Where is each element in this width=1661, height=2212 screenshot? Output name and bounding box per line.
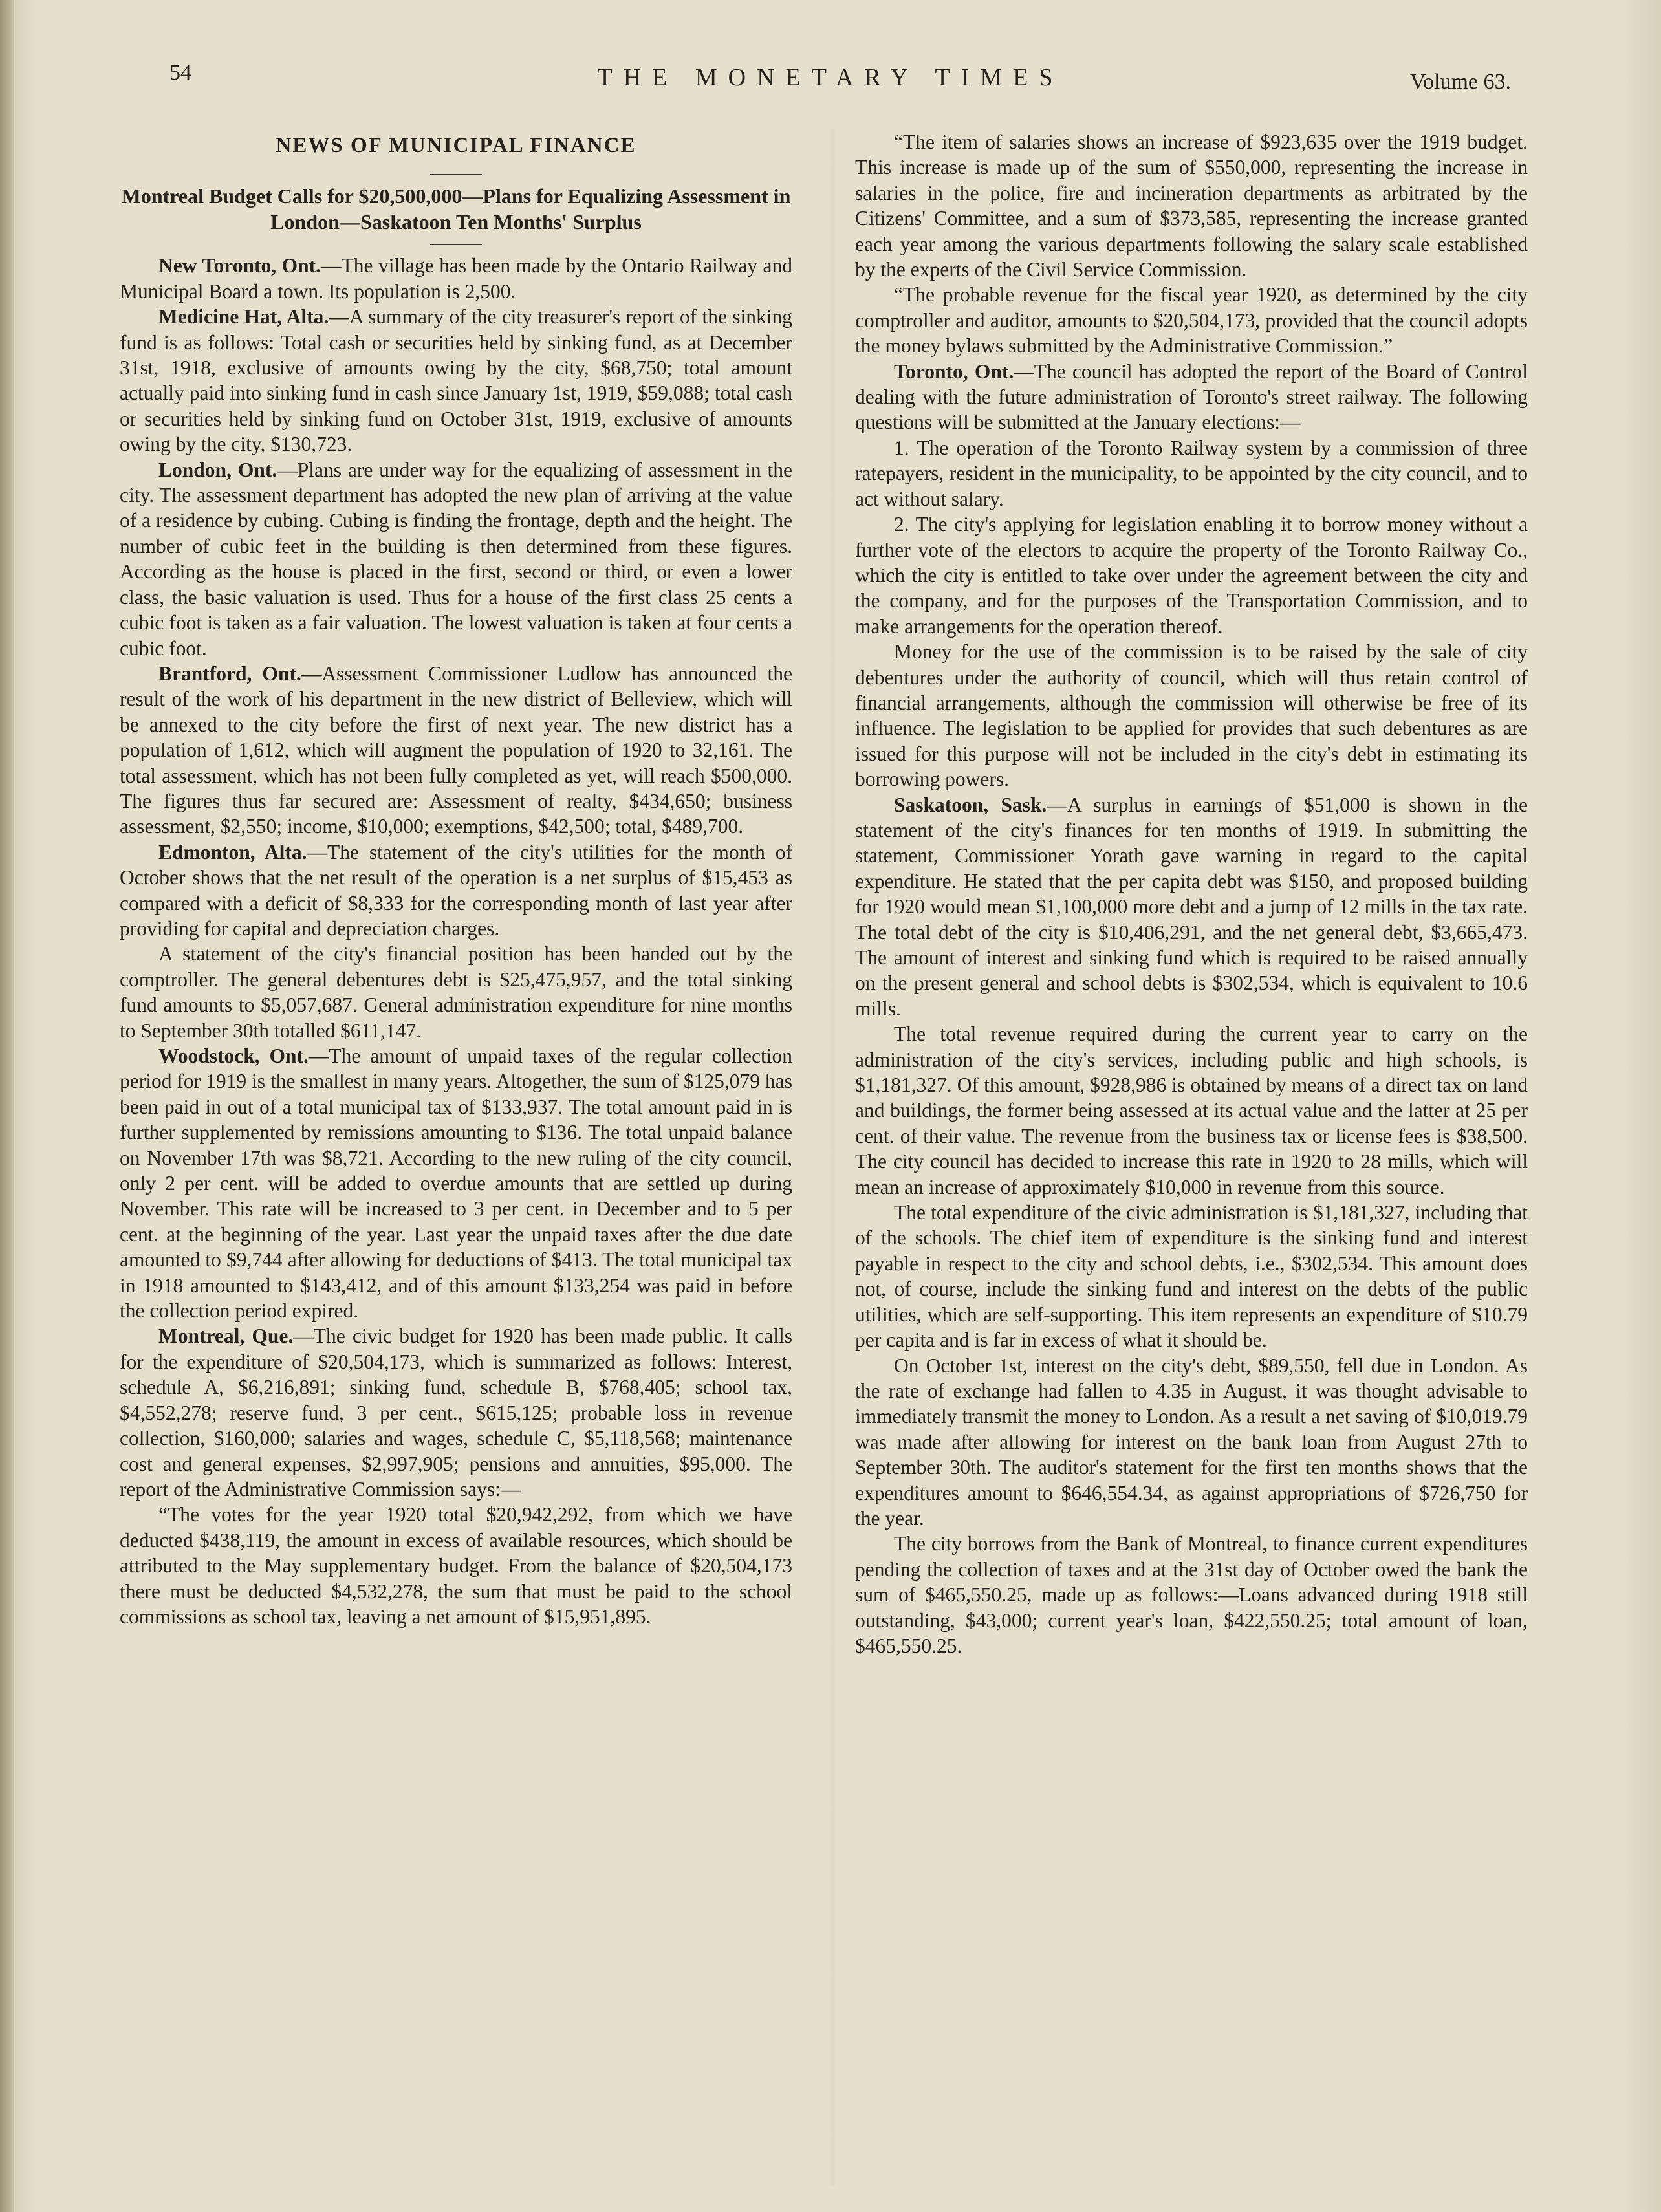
news-paragraph — [855, 792, 1528, 1022]
paragraph-text: 2. The city's applying for legislation enabling it to borrow money without a further vote of the electors to acquire the property of the Toronto Railway Co., which the city is entitled to take over under the agreement between the city and the company, and for the purposes of the Transportation Commission, and to make arrangements for the operation thereof. — [855, 513, 1528, 638]
news-paragraph — [855, 639, 1528, 792]
right-column — [855, 129, 1528, 1658]
journal-title: THE MONETARY TIMES — [597, 64, 1064, 91]
news-paragraph — [120, 941, 792, 1043]
paragraph-text: A statement of the city's financial position has been handed out by the comptroller. The general debentures debt is $25,475,957, and the total sinking fund amounts to $5,057,687. General administration expenditure for nine months to September 30th totalled $611,147. — [120, 942, 792, 1042]
news-paragraph — [855, 1200, 1528, 1352]
news-paragraph — [120, 457, 792, 661]
news-paragraph — [120, 1502, 792, 1629]
paragraph-text: —The village has been made by the Ontario Railway and Municipal Board a town. Its population is 2,500. — [120, 254, 792, 303]
place-heading: Brantford, Ont. — [158, 662, 301, 685]
news-paragraph — [120, 661, 792, 840]
news-paragraph — [120, 1323, 792, 1502]
paragraph-text: “The item of salaries shows an increase of $923,635 over the 1919 budget. This increase is made up of the sum of $550,000, representing the increase in salaries in the police, fire and incineration departments as arbitrated by the Citizens' Committee, and a sum of $373,585, representing the increase granted each year among the various departments following the salary scale established by the experts of the Civil Service Commission. — [855, 131, 1528, 281]
column-gutter — [829, 129, 836, 2186]
news-paragraph — [855, 129, 1528, 282]
place-heading: Saskatoon, Sask. — [894, 793, 1047, 816]
paragraph-text: The total expenditure of the civic administration is $1,181,327, including that of the schools. The chief item of expenditure is the sinking fund and interest payable in respect to the city and school debts, i.e., $302,534. This amount does not, of course, include the sinking fund and interest on the debts of the public utilities, which are self-supporting. This item represents an expenditure of $10.79 per capita and is far in excess of what it should be. — [855, 1201, 1528, 1352]
paragraph-text: The city borrows from the Bank of Montreal, to finance current expenditures pending the collection of taxes and at the 31st day of October owed the bank the sum of $465,550.25, made up as follows:—Loans advanced during 1918 still outstanding, $43,000; current year's loan, $422,550.25; total amount of loan, $465,550.25. — [855, 1532, 1528, 1657]
paragraph-text: —A surplus in earnings of $51,000 is shown in the statement of the city's finances for ten months of 1919. In submitting the statement, Commissioner Yorath gave warning in regard to the capital expenditure. He stated that the per capita debt was $150, and proposed building for 1920 would mean $1,100,000 more debt and a jump of 12 mills in the tax rate. The total debt of the city is $10,406,291, and the net general debt, $3,665,473. The amount of interest and sinking fund which is required to be raised annually on the present general and school debts is $302,534, which is equivalent to 10.6 mills. — [855, 793, 1528, 1020]
news-paragraph — [855, 282, 1528, 358]
news-paragraph — [120, 840, 792, 942]
paragraph-text: —Assessment Commissioner Ludlow has announced the result of the work of his department in the new district of Belleview, which will be annexed to the city before the first of next year. The new district has a population of 1,612, which will augment the population of 1920 to 32,161. The total assessment, which has not been fully completed as yet, will reach $500,000. The figures thus far secured are: Assessment of realty, $434,650; business assessment, $2,550; income, $10,000; exemptions, $42,500; total, $489,700. — [120, 662, 792, 838]
title-rule — [430, 174, 482, 175]
place-heading: London, Ont. — [158, 458, 277, 481]
news-paragraph — [855, 1353, 1528, 1532]
right-column-body — [855, 129, 1528, 1658]
paragraph-text: The total revenue required during the current year to carry on the administration of the city's services, including public and high schools, is $1,181,327. Of this amount, $928,986 is obtained by means of a direct tax on land and buildings, the former being assessed at its actual value and the latter at 25 per cent. of their value. The revenue from the business tax or license fees is $38,500. The city council has decided to increase this rate in 1920 to 28 mills, which will mean an increase of approximately $10,000 in revenue from this source. — [855, 1023, 1528, 1198]
paragraph-text: —A summary of the city treasurer's report of the sinking fund is as follows: Total cash or securities held by sinking fund, as at December 31st, 1918, exclusive of amounts owing by the city, $68,750; total amount actually paid into sinking fund in cash since January 1st, 1919, $59,088; total cash or securities held by sinking fund on October 31st, 1919, exclusive of amounts owing by the city, $130,723. — [120, 305, 792, 456]
volume-label: Volume 63. — [1409, 70, 1511, 94]
place-heading: Woodstock, Ont. — [158, 1045, 309, 1067]
news-paragraph — [120, 253, 792, 304]
place-heading: Montreal, Que. — [158, 1325, 294, 1348]
section-title: NEWS OF MUNICIPAL FINANCE — [276, 134, 636, 157]
paragraph-text: —The amount of unpaid taxes of the regular collection period for 1919 is the smallest in many years. Altogether, the sum of $125,079 has been paid in out of a total municipal tax of $133,937. The total amount paid in is further supplemented by remissions amounting to $136. The total unpaid balance on November 17th was $8,721. According to the new ruling of the city council, only 2 per cent. will be added to overdue amounts that are settled up during November. This rate will be increased to 3 per cent. in December and to 5 per cent. at the beginning of the year. Last year the unpaid taxes after the due date amounted to $9,744 after allowing for deductions of $413. The total municipal tax in 1918 amounted to $143,412, and of this amount $133,254 was paid in before the collection period expired. — [120, 1045, 792, 1323]
paragraph-text: —The statement of the city's utilities for the month of October shows that the net result of the operation is a net surplus of $15,453 as compared with a deficit of $8,333 for the corresponding month of last year after providing for capital and depreciation charges. — [120, 840, 792, 940]
deck-rule — [430, 244, 482, 245]
place-heading: Medicine Hat, Alta. — [158, 305, 329, 329]
left-column — [120, 129, 792, 1629]
news-paragraph — [120, 304, 792, 457]
paragraph-text: “The probable revenue for the fiscal year 1920, as determined by the city comptroller and auditor, amounts to $20,504,173, provided that the council adopts the money bylaws submitted by the Administrative Commission.” — [855, 283, 1528, 358]
paragraph-text: On October 1st, interest on the city's debt, $89,550, fell due in London. As the rate of exchange had fallen to 4.35 in August, it was thought advisable to immediately transmit the money to London. As a result a net saving of $10,019.79 was made after allowing for interest on the bank loan from August 27th to September 30th. The auditor's statement for the first ten months shows that the expenditures amount to $646,554.34, as against appropriations of $726,750 for the year. — [855, 1354, 1528, 1530]
paragraph-text: “The votes for the year 1920 total $20,942,292, from which we have deducted $438,119, the amount in excess of available resources, which should be attributed to the May supplementary budget. From the balance of $20,504,173 there must be deducted $4,532,278, the sum that must be paid to the school commissions as school tax, leaving a net amount of $15,951,895. — [120, 1503, 792, 1628]
binding-edge — [0, 0, 14, 2212]
news-paragraph — [120, 1043, 792, 1323]
headline-deck: Montreal Budget Calls for $20,500,000—Plans for Equalizing Assessment in London—Saskatoon Ten Months' Surplus — [121, 184, 791, 234]
running-head — [0, 61, 1661, 106]
left-column-body — [120, 253, 792, 1629]
place-heading: New Toronto, Ont. — [158, 254, 321, 277]
place-heading: Toronto, Ont. — [894, 360, 1014, 383]
paragraph-text: 1. The operation of the Toronto Railway system by a commission of three ratepayers, resident in the municipality, to be appointed by the city council, and to act without salary. — [855, 436, 1528, 510]
news-paragraph — [855, 1021, 1528, 1200]
place-heading: Edmonton, Alta. — [158, 840, 307, 863]
paragraph-text: —Plans are under way for the equalizing of assessment in the city. The assessment department has adopted the new plan of arriving at the value of a residence by cubing. Cubing is finding the frontage, depth and the height. The number of cubic feet in the building is then determined from these figures. According as the house is placed in the first, second or third, or even a lower class, the basic valuation is used. Thus for a house of the first class 25 cents a cubic foot is taken as a fair valuation. The lowest valuation is taken at four cents a cubic foot. — [120, 458, 793, 660]
paragraph-text: Money for the use of the commission is to be raised by the sale of city debentures under the authority of council, which will thus retain control of financial arrangements, although the commission will otherwise be free of its influence. The legislation to be applied for provides that such debentures as are issued for this purpose will not be included in the city's debt in estimating its borrowing powers. — [855, 640, 1528, 791]
page-number: 54 — [169, 61, 191, 85]
news-paragraph — [855, 435, 1528, 512]
paragraph-text: —The council has adopted the report of the Board of Control dealing with the future administration of Toronto's street railway. The following questions will be submitted at the January elections:— — [855, 360, 1528, 434]
news-paragraph — [855, 512, 1528, 639]
news-paragraph — [855, 359, 1528, 435]
paragraph-text: —The civic budget for 1920 has been made public. It calls for the expenditure of $20,504,173, which is summarized as follows: Interest, schedule A, $6,216,891; sinking fund, schedule B, $768,405; school tax, $4,552,278; reserve fund, 3 per cent., $615,125; probable loss in revenue collection, $160,000; salaries and wages, schedule C, $5,118,568; maintenance cost and general expenses, $2,997,905; pensions and annuities, $95,000. The report of the Administrative Commission says:— — [120, 1325, 792, 1501]
news-paragraph — [855, 1531, 1528, 1658]
